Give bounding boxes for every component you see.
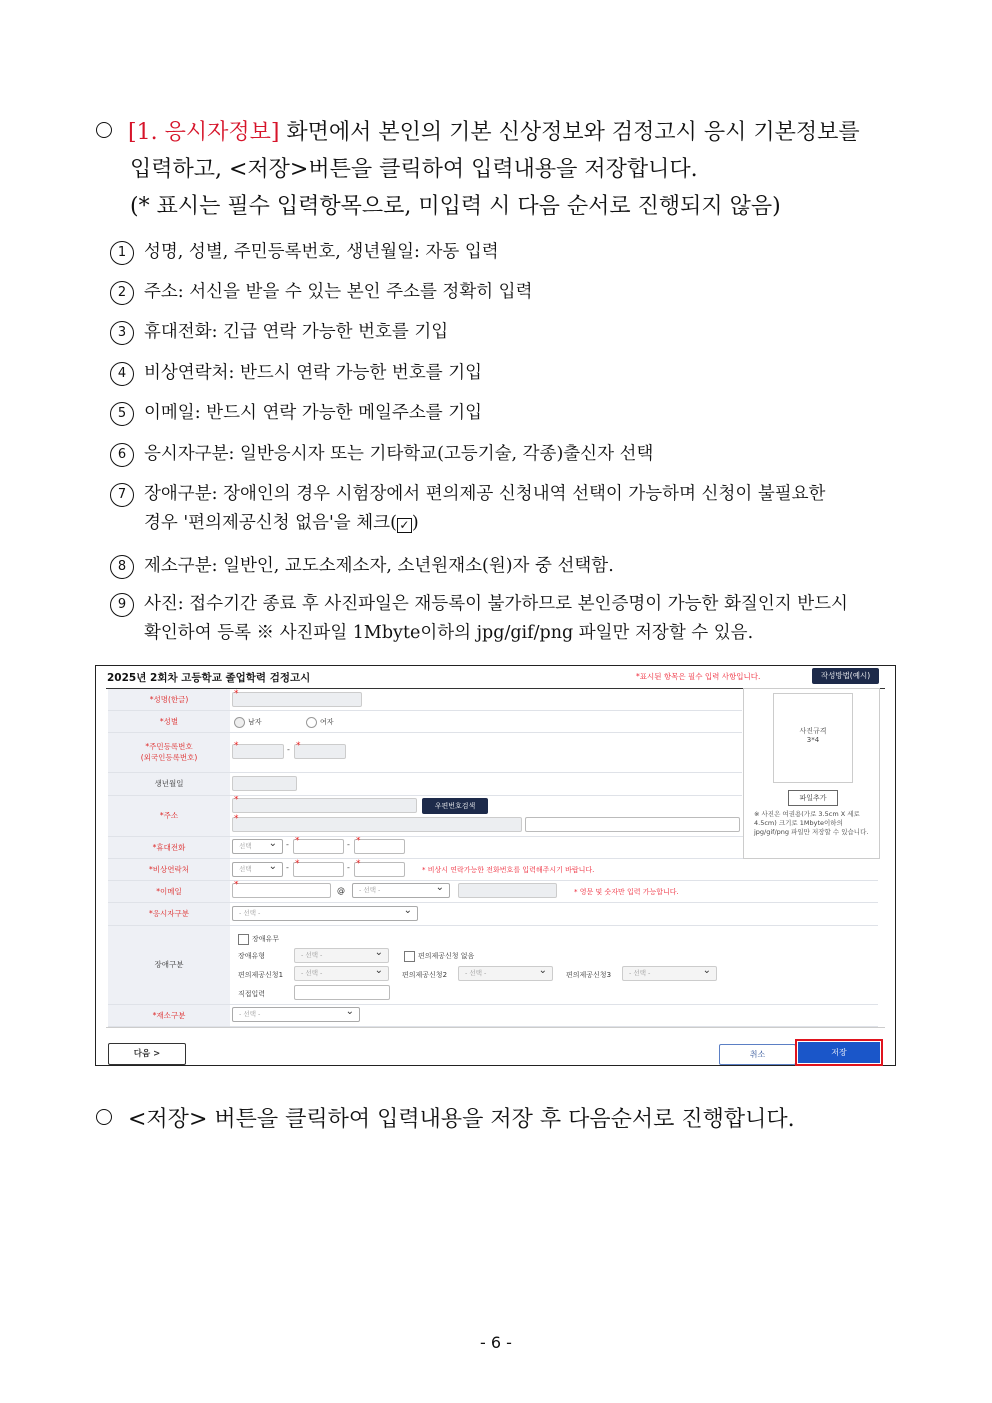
list-item <box>110 359 482 386</box>
label-prison: *재소구분 <box>108 1004 230 1027</box>
checkbox-checked-icon: ✓ <box>397 518 412 533</box>
emergency-warning: * 비상시 연락가능한 전화번호를 입력해주시기 바랍니다. <box>422 866 595 874</box>
item-number: 7 <box>110 483 134 507</box>
page-number: - 6 - <box>480 1333 512 1352</box>
label-disability: 장애구분 <box>108 925 230 1005</box>
item-text-cont: 경우 '편의제공신청 없음'을 체크( <box>144 513 397 533</box>
list-item <box>110 278 533 305</box>
item-text: 이메일: 반드시 연락 가능한 메일주소를 기입 <box>144 403 482 423</box>
female-label: 여자 <box>320 718 334 726</box>
label-address: *주소 <box>108 795 230 837</box>
label-gender: *성별 <box>108 710 230 733</box>
address-detail-input[interactable] <box>525 817 740 832</box>
item-text: 장애구분: 장애인의 경우 시험장에서 편의제공 신청내역 선택이 가능하며 신청이 불필요한 <box>144 484 826 504</box>
label-applicant-type: *응시자구분 <box>108 902 230 926</box>
address-input[interactable] <box>232 817 522 832</box>
item-text: 비상연락처: 반드시 연락 가능한 번호를 기입 <box>144 363 482 383</box>
direct-input-label: 직접입력 <box>238 990 266 998</box>
mobile-mid-input[interactable] <box>293 839 344 854</box>
mobile-last-input[interactable] <box>354 839 405 854</box>
acc3-select[interactable]: - 선택 - ⌄ <box>622 966 717 981</box>
acc3-label: 편의제공신청3 <box>566 971 612 979</box>
photo-panel <box>743 688 880 859</box>
acc2-select[interactable]: - 선택 - ⌄ <box>458 966 553 981</box>
item-text: 사진: 접수기간 종료 후 사진파일은 재등록이 불가하므로 본인증명이 가능한 화질인지 반드시 <box>144 594 848 614</box>
item-number: 8 <box>110 555 134 579</box>
row-divider <box>108 795 742 796</box>
label-birth: 생년월일 <box>108 772 230 796</box>
dash: - <box>347 863 350 872</box>
label-rrn-line1: *주민등록번호 <box>145 742 193 751</box>
acc2-label: 편의제공신청2 <box>402 971 448 979</box>
prison-select[interactable]: - 선택 - ⌄ <box>232 1007 360 1022</box>
row-divider <box>108 902 878 903</box>
item-number: 9 <box>110 593 134 617</box>
intro-line-1 <box>96 114 860 151</box>
row-divider <box>108 772 742 773</box>
email-domain-input[interactable] <box>458 883 557 898</box>
dash: - <box>287 745 290 754</box>
label-mobile: *휴대전화 <box>108 836 230 859</box>
cancel-button[interactable]: 취소 <box>719 1044 796 1065</box>
item-number: 3 <box>110 321 134 345</box>
divider <box>106 1027 885 1028</box>
male-label: 남자 <box>248 718 262 726</box>
item-text: 휴대전화: 긴급 연락 가능한 번호를 기입 <box>144 322 449 342</box>
required-note: *표시된 항목은 필수 입력 사항입니다. <box>636 672 761 681</box>
item-number: 4 <box>110 362 134 386</box>
photo-spec-size: 3*4 <box>806 736 820 744</box>
item-number: 1 <box>110 241 134 265</box>
outro-paragraph <box>96 1101 795 1138</box>
emergency-prefix-select[interactable]: 선택 ⌄ <box>232 862 283 877</box>
applicant-type-select[interactable]: - 선택 - ⌄ <box>232 906 418 921</box>
list-item <box>110 399 482 426</box>
direct-input-field[interactable] <box>294 985 390 1000</box>
email-domain-select[interactable]: - 선택 - ⌄ <box>352 883 450 898</box>
list-item <box>110 552 614 579</box>
name-input[interactable] <box>232 692 362 707</box>
no-accommodation-label: 편의제공신청 없음 <box>418 952 475 960</box>
label-emergency: *비상연락처 <box>108 858 230 881</box>
add-file-button[interactable]: 파일추가 <box>788 790 838 806</box>
list-item <box>110 480 825 538</box>
disability-type-label: 장애유형 <box>238 952 266 960</box>
disability-checkbox[interactable] <box>238 934 249 945</box>
list-item <box>110 238 499 265</box>
item-text: 주소: 서신을 받을 수 있는 본인 주소를 정확히 입력 <box>144 282 533 302</box>
item-text: 제소구분: 일반인, 교도소제소자, 소년원재소(원)자 중 선택함. <box>144 556 614 576</box>
email-id-input[interactable] <box>232 883 331 898</box>
section-ref: [1. 응시자정보] <box>128 120 280 145</box>
intro-line-3: (* 표시는 필수 입력항목으로, 미입력 시 다음 순서로 진행되지 않음) <box>130 194 781 219</box>
rrn-back-input[interactable] <box>294 744 346 759</box>
intro-line-2: 입력하고, <저장>버튼을 클릭하여 입력내용을 저장합니다. <box>130 157 698 182</box>
next-button[interactable]: 다음 > <box>108 1043 186 1065</box>
zip-input[interactable] <box>232 798 417 813</box>
bullet-circle-icon <box>96 122 112 138</box>
acc1-label: 편의제공신청1 <box>238 971 284 979</box>
photo-placeholder <box>773 693 853 783</box>
row-divider <box>108 1004 878 1005</box>
birth-input[interactable] <box>232 776 297 791</box>
intro-paragraph <box>96 114 860 225</box>
row-divider <box>108 925 878 926</box>
list-item <box>110 440 653 467</box>
emergency-last-input[interactable] <box>354 862 405 877</box>
item-text-cont: 확인하여 등록 ※ 사진파일 1Mbyte이하의 jpg/gif/png 파일만 저장할 수 있음. <box>144 623 754 643</box>
label-name: *성명(한글) <box>108 689 230 711</box>
intro-line-1-text: 화면에서 본인의 기본 신상정보와 검정고시 응시 기본정보를 <box>279 120 860 145</box>
bullet-circle-icon <box>96 1109 112 1125</box>
save-button[interactable]: 저장 <box>798 1042 880 1063</box>
label-rrn <box>108 732 230 773</box>
dash: - <box>347 840 350 849</box>
email-at: @ <box>337 886 345 895</box>
item-number: 5 <box>110 402 134 426</box>
dash: - <box>286 840 289 849</box>
photo-spec-label: 사진규격 <box>799 727 827 735</box>
radio-male[interactable] <box>234 717 245 728</box>
disability-check-label: 장애유무 <box>252 935 280 943</box>
row-divider <box>108 880 878 881</box>
photo-note: ※ 사진은 여권용(가로 3.5cm X 세로 4.5cm) 크기로 1Mbyte이하의 jpg/gif/png 파일만 저장할 수 있습니다. <box>754 810 869 836</box>
item-number: 6 <box>110 443 134 467</box>
radio-female[interactable] <box>306 717 317 728</box>
form-title: 2025년 2회차 고등학교 졸업학력 검정고시 <box>107 672 311 684</box>
row-divider <box>108 732 742 733</box>
email-warning: * 영문 및 숫자만 입력 가능합니다. <box>574 888 679 896</box>
item-number: 2 <box>110 281 134 305</box>
list-item <box>110 318 448 345</box>
emergency-mid-input[interactable] <box>293 862 344 877</box>
mobile-prefix-select[interactable]: 선택 ⌄ <box>232 839 283 854</box>
rrn-front-input[interactable] <box>232 744 284 759</box>
no-accommodation-checkbox[interactable] <box>404 951 415 962</box>
list-item <box>110 590 848 648</box>
outro-text: <저장> 버튼을 클릭하여 입력내용을 저장 후 다음순서로 진행합니다. <box>128 1107 795 1132</box>
disability-type-select[interactable]: - 선택 - ⌄ <box>294 948 389 963</box>
item-text: 응시자구분: 일반응시자 또는 기타학교(고등기술, 각종)출신자 선택 <box>144 444 654 464</box>
guide-button[interactable]: 작성방법(예시) <box>812 668 879 684</box>
label-rrn-line2: (외국인등록번호) <box>140 753 198 762</box>
applicant-info-form <box>95 665 896 1066</box>
label-email: *이메일 <box>108 880 230 903</box>
dash: - <box>286 863 289 872</box>
row-divider <box>108 710 742 711</box>
item-text: 성명, 성별, 주민등록번호, 생년월일: 자동 입력 <box>144 242 499 262</box>
acc1-select[interactable]: - 선택 - ⌄ <box>294 966 389 981</box>
zip-search-button[interactable]: 우편번호검색 <box>422 798 488 814</box>
item-text-end: ) <box>411 513 419 533</box>
